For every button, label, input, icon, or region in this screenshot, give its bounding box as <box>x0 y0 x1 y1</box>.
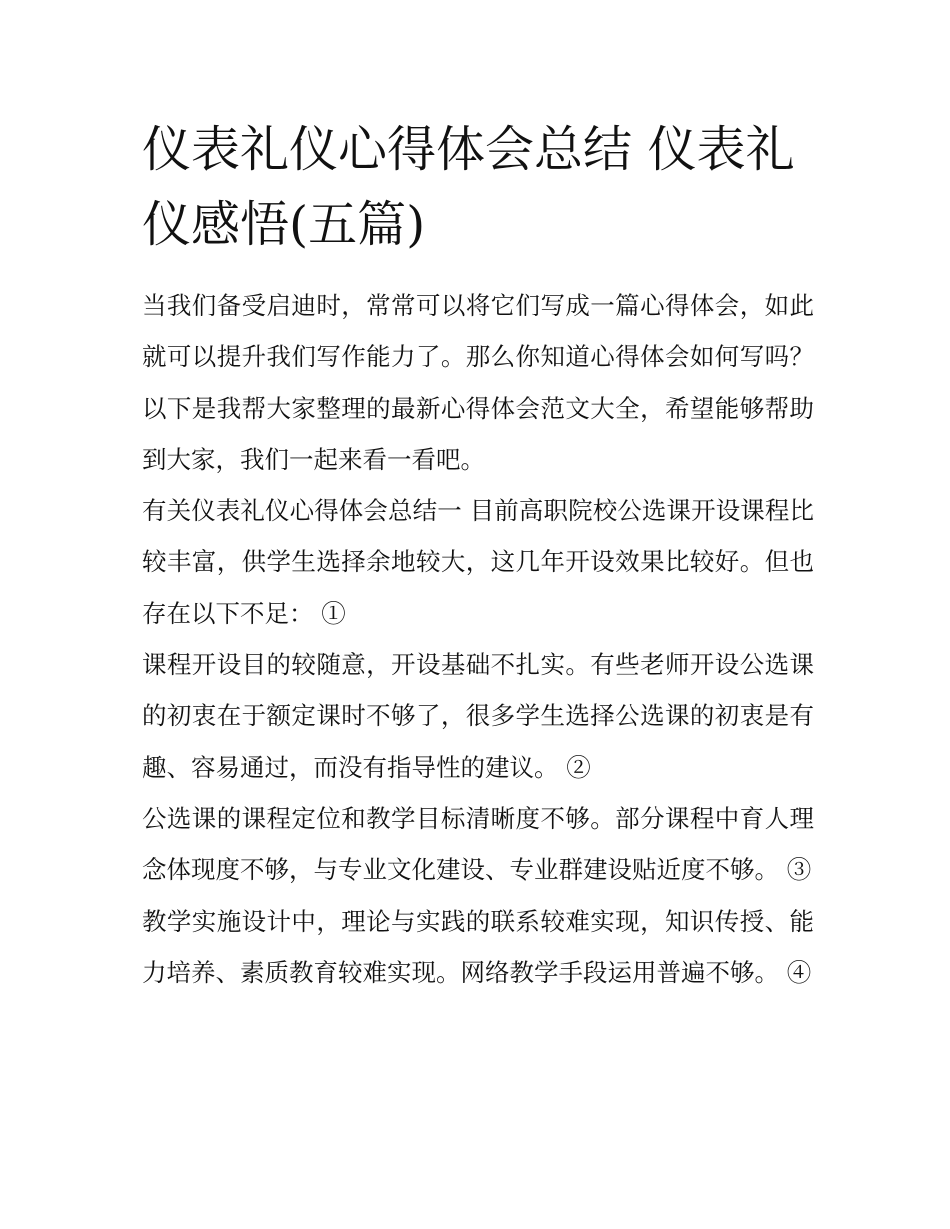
paragraph-point-one: 课程开设目的较随意，开设基础不扎实。有些老师开设公选课的初衷在于额定课时不够了，很多学生选择公选课的初衷是有趣、容易通过，而没有指导性的建议。 ② <box>142 650 814 782</box>
paragraph-intro: 当我们备受启迪时，常常可以将它们写成一篇心得体会，如此就可以提升我们写作能力了。那么你知道心得体会如何写吗？以下是我帮大家整理的最新心得体会范文大全，希望能够帮助到大家，我们一起来看一看吧。 <box>142 291 814 474</box>
paragraph-point-two: 公选课的课程定位和教学目标清晰度不够。部分课程中育人理念体现度不够，与专业文化建设、专业群建设贴近度不够。 ③ <box>142 803 814 885</box>
paragraph-point-three: 教学实施设计中，理论与实践的联系较难实现，知识传授、能力培养、素质教育较难实现。网络教学手段运用普遍不够。 ④ <box>142 906 814 987</box>
document-title: 仪表礼仪心得体会总结 仪表礼仪感悟(五篇) <box>142 121 795 253</box>
document-page <box>142 112 814 998</box>
paragraph-summary-one: 有关仪表礼仪心得体会总结一 目前高职院校公选课开设课程比较丰富，供学生选择余地较大，这几年开设效果比较好。但也存在以下不足： ① <box>142 496 814 628</box>
document-body <box>142 280 814 998</box>
